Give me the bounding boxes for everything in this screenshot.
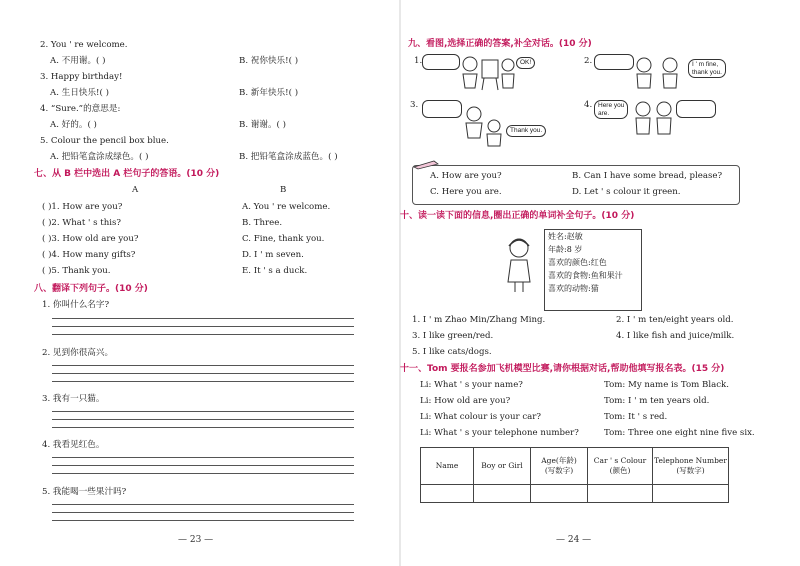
info-line: 姓名:赵敏 — [548, 232, 583, 241]
bubble-line: are. — [598, 109, 610, 117]
writing-line — [52, 373, 354, 374]
answer-cell[interactable] — [474, 485, 531, 503]
bubble-line: I ' m fine, — [692, 61, 719, 68]
answer-bubble-blank — [422, 54, 460, 70]
header-colour — [588, 448, 653, 485]
writing-line — [52, 365, 354, 366]
translate-item: 5. 我能喝一些果汁吗? — [42, 487, 127, 497]
match-row: ( )2. What ' s this? — [42, 218, 122, 228]
writing-line — [52, 411, 354, 412]
header-gender: Boy or Girl — [474, 448, 531, 485]
speech-bubble: OK! — [516, 57, 535, 69]
dialog-line: Li: What ' s your telephone number? — [420, 428, 579, 438]
circle-item: 2. I ' m ten/eight years old. — [616, 315, 734, 325]
page-number: — 24 — — [556, 535, 592, 545]
writing-line — [52, 381, 354, 382]
page-number: — 23 — — [178, 535, 214, 545]
option: B. Can I have some bread, please? — [572, 171, 723, 181]
answer-option: E. It ' s a duck. — [242, 266, 308, 276]
writing-line — [52, 504, 354, 505]
writing-line — [52, 473, 354, 474]
q4-item: 4. “Sure.”的意思是: — [40, 104, 121, 114]
match-row: ( )3. How old are you? — [42, 234, 139, 244]
picture-label: 1. — [414, 56, 423, 66]
match-row: ( )1. How are you? — [42, 202, 123, 212]
dialog-line: Li: What ' s your name? — [420, 380, 523, 390]
section-10-title: 十、读一读下面的信息,圈出正确的单词补全句子。(10 分) — [400, 211, 635, 221]
answer-cell[interactable] — [588, 485, 653, 503]
dialog-line: Tom: It ' s red. — [604, 412, 668, 422]
writing-line — [52, 512, 354, 513]
q3-item: 3. Happy birthday! — [40, 72, 123, 82]
writing-line — [52, 520, 354, 521]
header-phone-label: Telephone Number — [654, 456, 727, 465]
writing-line — [52, 326, 354, 327]
column-a-header: A — [132, 185, 139, 195]
answer-bubble-blank — [422, 100, 462, 118]
option: A. 不用谢。( ) — [50, 56, 106, 66]
picture-label: 3. — [410, 100, 419, 110]
writing-line — [52, 419, 354, 420]
dialog-line: Tom: Three one eight nine five six. — [604, 428, 755, 438]
dialog-line: Tom: My name is Tom Black. — [604, 380, 729, 390]
option: D. Let ' s colour it green. — [572, 187, 681, 197]
column-b-header: B — [280, 185, 287, 195]
info-line: 喜欢的动物:猫 — [548, 284, 599, 293]
info-card — [544, 229, 642, 311]
circle-item: 1. I ' m Zhao Min/Zhang Ming. — [412, 315, 546, 325]
table-header-row — [421, 448, 729, 485]
registration-table — [420, 447, 729, 503]
section-8-title: 八、翻译下列句子。(10 分) — [34, 284, 148, 294]
dialog-line: Tom: I ' m ten years old. — [604, 396, 710, 406]
speech-bubble — [688, 59, 726, 78]
answer-cell[interactable] — [421, 485, 474, 503]
answer-option: A. You ' re welcome. — [242, 202, 331, 212]
translate-item: 2. 见到你很高兴。 — [42, 348, 114, 358]
translate-item: 3. 我有一只猫。 — [42, 394, 105, 404]
info-line: 年龄:8 岁 — [548, 245, 583, 254]
dialog-line: Li: What colour is your car? — [420, 412, 541, 422]
speech-bubble — [594, 100, 628, 119]
q2-item: 2. You ' re welcome. — [40, 40, 128, 50]
header-age-label: Age(年龄) — [541, 456, 577, 465]
circle-item: 3. I like green/red. — [412, 331, 494, 341]
answer-option: B. Three. — [242, 218, 283, 228]
option: A. How are you? — [430, 171, 502, 181]
section-7-title: 七、从 B 栏中选出 A 栏句子的答语。(10 分) — [34, 169, 220, 179]
q5-item: 5. Colour the pencil box blue. — [40, 136, 169, 146]
circle-item: 5. I like cats/dogs. — [412, 347, 492, 357]
info-line: 喜欢的食物:鱼和果汁 — [548, 271, 623, 280]
section-11-title: 十一、Tom 要报名参加飞机模型比赛,请你根据对话,帮助他填写报名表。(15 分) — [400, 364, 725, 374]
bubble-line: thank you. — [692, 68, 722, 76]
translate-item: 4. 我看见红色。 — [42, 440, 105, 450]
circle-item: 4. I like fish and juice/milk. — [616, 331, 735, 341]
option: B. 新年快乐!( ) — [239, 88, 299, 98]
page-fold — [399, 0, 401, 566]
translate-item: 1. 你叫什么名字? — [42, 300, 110, 310]
header-colour-note: (颜色) — [609, 466, 631, 475]
picture-label: 4. — [584, 100, 593, 110]
writing-line — [52, 465, 354, 466]
option: B. 把铅笔盒涂成蓝色。( ) — [239, 152, 338, 162]
two-children-icon — [632, 98, 676, 138]
option: B. 谢谢。( ) — [239, 120, 286, 130]
children-sharing-icon — [460, 104, 508, 148]
header-phone-note: (写数字) — [676, 466, 705, 475]
writing-line — [52, 427, 354, 428]
girl-icon — [504, 236, 534, 294]
answer-cell[interactable] — [653, 485, 729, 503]
header-age — [531, 448, 588, 485]
pencil-icon — [412, 158, 442, 170]
option: A. 生日快乐!( ) — [50, 88, 109, 98]
children-painting-icon — [458, 52, 518, 92]
section-9-title: 九、看图,选择正确的答案,补全对话。(10 分) — [408, 39, 592, 49]
writing-line — [52, 334, 354, 335]
option: B. 祝你快乐!( ) — [239, 56, 299, 66]
answer-bubble-blank — [676, 100, 716, 118]
dialog-line: Li: How old are you? — [420, 396, 511, 406]
answer-cell[interactable] — [531, 485, 588, 503]
option: A. 把铅笔盒涂成绿色。( ) — [50, 152, 149, 162]
answer-option: D. I ' m seven. — [242, 250, 304, 260]
two-children-icon — [632, 54, 684, 90]
answer-option: C. Fine, thank you. — [242, 234, 325, 244]
header-name: Name — [421, 448, 474, 485]
match-row: ( )5. Thank you. — [42, 266, 111, 276]
picture-label: 2. — [584, 56, 593, 66]
option: C. Here you are. — [430, 187, 502, 197]
writing-line — [52, 457, 354, 458]
table-answer-row — [421, 485, 729, 503]
bubble-line: Here you — [598, 102, 625, 109]
match-row: ( )4. How many gifts? — [42, 250, 136, 260]
option: A. 好的。( ) — [50, 120, 97, 130]
header-phone — [653, 448, 729, 485]
info-line: 喜欢的颜色:红色 — [548, 258, 607, 267]
speech-bubble: Thank you. — [506, 125, 546, 137]
answer-bubble-blank — [594, 54, 634, 70]
header-colour-label: Car ' s Colour — [593, 456, 647, 465]
header-age-note: (写数字) — [544, 466, 574, 475]
writing-line — [52, 318, 354, 319]
